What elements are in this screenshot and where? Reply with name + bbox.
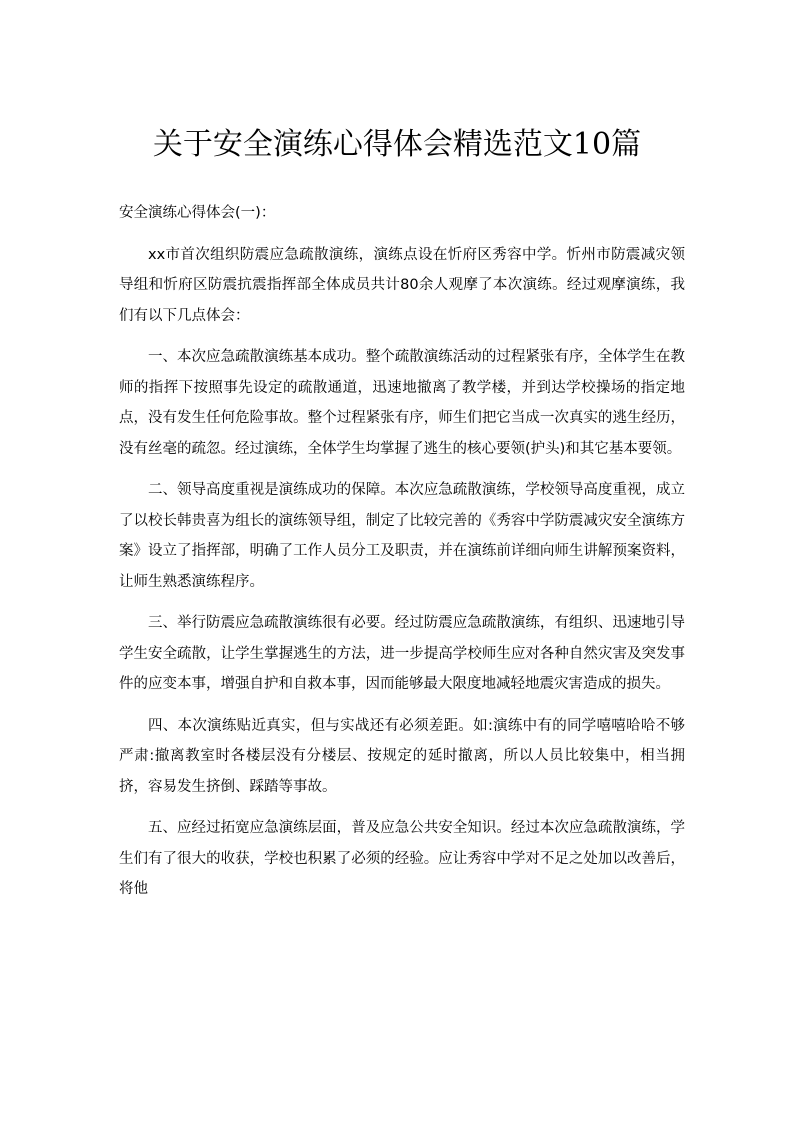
document-title: 关于安全演练心得体会精选范文10篇: [152, 127, 642, 162]
paragraph-point-5: 五、应经过拓宽应急演练层面，普及应急公共安全知识。经过本次应急疏散演练，学生们有了很大的收获，学校也积累了必须的经验。应让秀容中学对不足之处加以改善后，将他: [119, 820, 685, 897]
paragraph-point-2: 二、领导高度重视是演练成功的保障。本次应急疏散演练，学校领导高度重视，成立了以校长韩贵喜为组长的演练领导组，制定了比较完善的《秀容中学防震减灾安全演练方案》设立了指挥部，明确了工作人员分工及职责，并在演练前详细向师生讲解预案资料，让师生熟悉演练程序。: [119, 482, 685, 590]
paragraph-point-1: 一、本次应急疏散演练基本成功。整个疏散演练活动的过程紧张有序，全体学生在教师的指挥下按照事先设定的疏散通道，迅速地撤离了教学楼，并到达学校操场的指定地点，没有发生任何危险事故。整个过程紧张有序，师生们把它当成一次真实的逃生经历，没有丝毫的疏忽。经过演练，全体学生均掌握了逃生的核心要领(护头)和其它基本要领。: [119, 349, 685, 457]
paragraph-point-3: 三、举行防震应急疏散演练很有必要。经过防震应急疏散演练，有组织、迅速地引导学生安全疏散，让学生掌握逃生的方法，进一步提高学校师生应对各种自然灾害及突发事件的应变本事，增强自护和自救本事，因而能够最大限度地减轻地震灾害造成的损失。: [119, 615, 685, 692]
section-subtitle: 安全演练心得体会(一)：: [119, 205, 276, 221]
paragraph-point-4: 四、本次演练贴近真实，但与实战还有必须差距。如:演练中有的同学嘻嘻哈哈不够严肃:撤离教室时各楼层没有分楼层、按规定的延时撤离，所以人员比较集中，相当拥挤，容易发生挤倒、踩踏等事故。: [119, 717, 685, 795]
document-body: [119, 198, 685, 916]
paragraph-intro: xx市首次组织防震应急疏散演练，演练点设在忻府区秀容中学。忻州市防震减灾领导组和忻府区防震抗震指挥部全体成员共计80余人观摩了本次演练。经过观摩演练，我们有以下几点体会：: [119, 246, 685, 324]
